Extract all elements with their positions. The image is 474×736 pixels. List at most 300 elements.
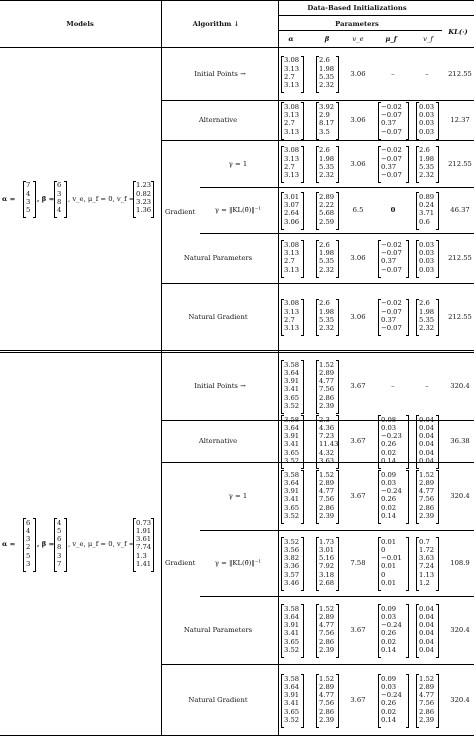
mu-value: –: [391, 69, 395, 78]
alpha-matrix-entry: 3.65: [284, 707, 300, 716]
alpha-matrix-entry: 3.91: [284, 487, 300, 496]
beta-matrix-bracket-right: [336, 192, 339, 229]
mu-matrix-entry: 0.37: [381, 162, 397, 171]
mu-matrix-bracket-right: [406, 470, 409, 524]
mu-matrix-entry: 0.14: [381, 646, 397, 654]
rule-segment: [161, 462, 474, 463]
beta-matrix-entry: 4.77: [319, 621, 335, 630]
model-beta-entry: 8: [57, 197, 62, 206]
beta-matrix-entry: 1.52: [319, 470, 335, 479]
model-vf-entry: 1.36: [136, 206, 152, 215]
beta-matrix-entry: 2.39: [319, 402, 335, 410]
beta-matrix-entry: 2.89: [319, 192, 335, 201]
mu-matrix-entry: −0.07: [381, 265, 402, 274]
alpha-matrix-entry: 3.58: [284, 360, 300, 369]
col-muf: μ_f: [385, 35, 397, 43]
beta-matrix-entry: 7.56: [319, 385, 335, 394]
vf-matrix-entry: 1.2: [419, 579, 430, 587]
beta-matrix-bracket-right: [336, 674, 339, 728]
beta-matrix-entry: 2.89: [319, 478, 335, 487]
algorithm-label: Natural Gradient: [188, 696, 248, 704]
alpha-matrix-entry: 3.41: [284, 385, 300, 394]
beta-matrix-entry: 2.89: [319, 368, 335, 377]
kl-value: 320.4: [450, 696, 470, 704]
model-alpha-bracket-right: [33, 181, 36, 218]
vf-matrix-entry: 5.35: [419, 162, 435, 171]
mu-matrix-entry: −0.02: [381, 102, 402, 111]
mu-matrix-entry: −0.24: [381, 621, 402, 630]
alpha-matrix-entry: 3.65: [284, 448, 300, 457]
beta-matrix-entry: 11.43: [319, 440, 339, 449]
ve-value: 3.67: [350, 382, 366, 390]
alpha-matrix-entry: 3.41: [284, 629, 300, 638]
beta-matrix-bracket-right: [336, 360, 339, 414]
mu-matrix-entry: 0.37: [381, 315, 397, 324]
ve-value: 6.5: [352, 206, 364, 214]
alpha-matrix-entry: 3.65: [284, 637, 300, 646]
vf-matrix-entry: 0.24: [419, 201, 435, 210]
model-beta-entry: 3: [57, 189, 62, 198]
alpha-matrix-entry: 3.41: [284, 495, 300, 504]
beta-matrix-entry: 2.32: [319, 265, 335, 274]
mu-matrix-entry: −0.23: [381, 432, 402, 441]
beta-matrix-entry: 7.56: [319, 699, 335, 708]
algorithm-label: Natural Gradient: [188, 312, 248, 321]
kl-value: 320.4: [450, 382, 470, 390]
alpha-matrix-entry: 3.64: [284, 612, 300, 621]
vf-matrix-bracket-right: [436, 146, 439, 183]
mu-matrix-entry: −0.07: [381, 111, 402, 120]
model-beta-symbol: , β =: [37, 540, 55, 548]
beta-matrix-entry: 2.6: [319, 240, 330, 249]
algorithm-label: γ = ‖KL(θ̃)‖⁻¹: [214, 206, 262, 214]
alpha-matrix-bracket-right: [301, 415, 304, 469]
beta-matrix-entry: 3.01: [319, 545, 335, 554]
mu-matrix-bracket-right: [406, 674, 409, 728]
ve-value: 7.58: [350, 559, 366, 567]
mu-matrix-entry: 0: [381, 570, 386, 579]
vf-matrix-entry: 1.98: [419, 307, 435, 316]
beta-matrix-entry: 2.89: [319, 612, 335, 621]
beta-matrix-entry: 5.35: [319, 315, 335, 324]
mu-matrix-entry: 0.02: [381, 448, 397, 457]
model-alpha-entry: 7: [26, 181, 31, 190]
mu-matrix-entry: 0.02: [381, 503, 397, 512]
alpha-matrix-entry: 3.64: [284, 478, 300, 487]
mu-matrix-entry: 0.09: [381, 470, 397, 479]
mu-matrix-entry: 0.14: [381, 512, 397, 520]
beta-matrix-entry: 7.56: [319, 629, 335, 638]
kl-value: 36.38: [450, 437, 470, 445]
mu-matrix-entry: −0.24: [381, 691, 402, 700]
header-data-based-init: Data-Based Initializations: [307, 4, 407, 12]
beta-matrix-entry: 4.77: [319, 691, 335, 700]
alpha-matrix-entry: 3.41: [284, 440, 300, 449]
col-vf: v_f: [423, 35, 433, 43]
beta-matrix-bracket-right: [336, 537, 339, 591]
vf-matrix-entry: 0.6: [419, 217, 430, 226]
mu-matrix-entry: 0.37: [381, 257, 397, 266]
vf-matrix-bracket-right: [436, 102, 439, 139]
vf-matrix-bracket-right: [436, 240, 439, 277]
vf-matrix-entry: 4.77: [419, 487, 435, 496]
model-beta-entry: 4: [57, 206, 62, 215]
mu-matrix-entry: 0: [381, 545, 386, 554]
model-alpha-entry: 6: [26, 518, 31, 527]
alpha-matrix-entry: 3.58: [284, 470, 300, 479]
mu-matrix-entry: 0.26: [381, 699, 397, 708]
vf-matrix-entry: 5.35: [419, 315, 435, 324]
alpha-matrix-entry: 3.13: [284, 249, 300, 258]
algorithm-label: γ = 1: [228, 159, 248, 168]
vf-matrix-entry: 7.24: [419, 562, 435, 571]
alpha-matrix-entry: 3.56: [284, 545, 300, 554]
mu-matrix-bracket-right: [406, 537, 409, 591]
mu-matrix-entry: −0.02: [381, 146, 402, 155]
alpha-matrix-bracket-right: [301, 146, 304, 183]
vf-matrix-entry: 0.04: [419, 604, 435, 613]
mu-matrix-entry: −0.07: [381, 154, 402, 163]
model-equation: , v_e, μ_f = 0, v_f =: [68, 194, 135, 203]
alpha-matrix-bracket-right: [301, 360, 304, 414]
model-vf-entry: 7.74: [136, 543, 152, 552]
vf-matrix-entry: 1.98: [419, 154, 435, 163]
beta-matrix-entry: 2.22: [319, 201, 335, 210]
alpha-matrix-entry: 2.7: [284, 315, 295, 324]
rule-segment: [278, 30, 442, 31]
algorithm-label: γ = 1: [228, 492, 248, 500]
beta-matrix-entry: 7.23: [319, 432, 335, 441]
rule-segment: [161, 283, 474, 284]
model-beta-bracket-right: [64, 518, 67, 572]
beta-matrix-entry: 5.35: [319, 72, 335, 81]
beta-matrix-entry: 2.59: [319, 217, 335, 226]
beta-matrix-entry: 5.35: [319, 162, 335, 171]
rule-line: [0, 47, 474, 48]
model-beta-entry: 4: [57, 518, 62, 527]
alpha-matrix-entry: 3.52: [284, 537, 300, 546]
model-alpha-bracket-right: [33, 518, 36, 572]
beta-matrix-entry: 5.35: [319, 257, 335, 266]
model-alpha-entry: 3: [26, 560, 31, 568]
kl-value: 320.4: [450, 626, 470, 634]
beta-matrix-entry: 2.68: [319, 579, 335, 587]
alpha-matrix-entry: 3.07: [284, 201, 300, 210]
model-beta-entry: 6: [57, 181, 62, 190]
vf-matrix-bracket-right: [436, 192, 439, 229]
mu-matrix-bracket-right: [406, 604, 409, 658]
kl-value: 12.37: [450, 116, 470, 124]
beta-matrix-entry: 2.39: [319, 512, 335, 520]
model-beta-entry: 8: [57, 543, 62, 552]
mu-matrix-entry: −0.07: [381, 307, 402, 316]
mu-matrix-entry: 0.37: [381, 119, 397, 128]
model-alpha-entry: 3: [26, 197, 31, 206]
kl-value: 212.55: [448, 254, 472, 262]
alpha-matrix-entry: 3.08: [284, 102, 300, 111]
alpha-matrix-entry: 3.06: [284, 217, 300, 226]
mu-matrix-bracket-right: [406, 146, 409, 183]
rule-segment: [161, 140, 474, 141]
mu-matrix-entry: 0.02: [381, 707, 397, 716]
vf-matrix-entry: 1.72: [419, 545, 435, 554]
alpha-matrix-bracket-right: [301, 470, 304, 524]
rule-segment: [161, 100, 474, 101]
rule-segment: [161, 664, 474, 665]
rule-segment: [200, 530, 474, 531]
vf-matrix-entry: 0.04: [419, 432, 435, 441]
model-vf-entry: 0.82: [136, 189, 152, 198]
alpha-matrix-entry: 3.08: [284, 240, 300, 249]
alpha-matrix-entry: 3.64: [284, 423, 300, 432]
model-vf-entry: 0.73: [136, 518, 152, 527]
alpha-matrix-bracket-right: [301, 240, 304, 277]
ve-value: 3.67: [350, 626, 366, 634]
alpha-matrix-entry: 2.7: [284, 119, 295, 128]
model-alpha-symbol: α =: [2, 194, 16, 203]
rule-segment: [200, 596, 474, 597]
col-alpha: α: [288, 35, 294, 43]
mu-matrix-entry: 0.26: [381, 440, 397, 449]
beta-matrix-entry: 2.6: [319, 146, 330, 155]
vf-matrix-entry: 2.6: [419, 299, 430, 308]
kl-value: 108.9: [450, 559, 470, 567]
vf-matrix-bracket-right: [436, 604, 439, 658]
vf-matrix-entry: 0.04: [419, 415, 435, 424]
header-models: Models: [66, 20, 94, 28]
vf-matrix-entry: 0.03: [419, 240, 435, 249]
model-vf-entry: 1.91: [136, 526, 152, 535]
beta-matrix-entry: 4.77: [319, 377, 335, 386]
model-beta-entry: 6: [57, 535, 62, 544]
alpha-matrix-entry: 2.7: [284, 162, 295, 171]
mu-matrix-entry: 0.03: [381, 478, 397, 487]
mu-matrix-entry: 0.01: [381, 562, 397, 571]
mu-matrix-entry: 0.14: [381, 457, 397, 465]
mu-matrix-entry: 0.26: [381, 629, 397, 638]
mu-matrix-entry: −0.07: [381, 171, 402, 180]
vf-matrix-entry: 7.56: [419, 699, 435, 708]
col-ve: v_e: [352, 35, 364, 43]
vf-matrix-entry: 0.89: [419, 192, 435, 201]
model-alpha-entry: 5: [26, 206, 31, 215]
beta-matrix-entry: 2.6: [319, 56, 330, 65]
alpha-matrix-entry: 3.57: [284, 570, 300, 579]
vf-matrix-entry: 0.04: [419, 629, 435, 638]
model-alpha-entry: 4: [26, 526, 31, 535]
alpha-matrix-entry: 3.13: [284, 81, 300, 90]
alpha-matrix-bracket-right: [301, 537, 304, 591]
beta-matrix-bracket-right: [336, 102, 339, 139]
mu-matrix-entry: 0.09: [381, 674, 397, 683]
alpha-matrix-entry: 3.91: [284, 432, 300, 441]
algorithm-label: Natural Parameters: [183, 254, 253, 262]
vf-matrix-entry: 0.04: [419, 440, 435, 449]
beta-matrix-entry: 1.52: [319, 360, 335, 369]
alpha-matrix-entry: 3.13: [284, 171, 300, 180]
alpha-matrix-entry: 3.08: [284, 299, 300, 308]
header-algorithm: Algorithm ↓: [192, 20, 240, 28]
ve-value: 3.06: [350, 254, 366, 262]
mu-matrix-entry: −0.02: [381, 240, 402, 249]
vf-matrix-entry: 3.71: [419, 209, 435, 218]
model-vf-entry: 3.23: [136, 197, 152, 206]
alpha-matrix-entry: 3.41: [284, 699, 300, 708]
vf-matrix-entry: 1.52: [419, 470, 435, 479]
vf-value: –: [425, 69, 429, 78]
alpha-matrix-entry: 2.64: [284, 209, 300, 218]
alpha-matrix-entry: 3.36: [284, 562, 300, 571]
kl-value: 212.55: [448, 69, 472, 78]
beta-matrix-entry: 4.36: [319, 423, 335, 432]
vf-matrix-entry: 2.6: [419, 146, 430, 155]
alpha-matrix-entry: 3.13: [284, 111, 300, 120]
algorithm-label: Initial Points →: [194, 69, 246, 78]
mu-matrix-entry: 0.01: [381, 537, 397, 546]
beta-matrix-entry: 3.5: [319, 127, 330, 136]
mu-matrix-entry: 0.03: [381, 682, 397, 691]
kl-value: 212.55: [448, 312, 472, 321]
alpha-matrix-entry: 3.82: [284, 554, 300, 563]
alpha-matrix-bracket-right: [301, 192, 304, 229]
kl-value: 46.37: [450, 206, 470, 214]
rule-segment: [200, 187, 474, 188]
vf-matrix-bracket-right: [436, 299, 439, 336]
alpha-matrix-entry: 3.58: [284, 415, 300, 424]
alpha-matrix-bracket-right: [301, 299, 304, 336]
beta-matrix-entry: 1.52: [319, 674, 335, 683]
mu-value: 0: [390, 206, 396, 214]
vf-matrix-entry: 0.04: [419, 637, 435, 646]
alpha-matrix-entry: 3.13: [284, 154, 300, 163]
model-alpha-symbol: α =: [2, 540, 16, 548]
mu-matrix-entry: −0.07: [381, 127, 402, 136]
alpha-matrix-entry: 3.58: [284, 604, 300, 613]
beta-matrix-entry: 4.77: [319, 487, 335, 496]
vf-matrix-entry: 2.39: [419, 716, 435, 724]
vf-matrix-entry: 0.03: [419, 257, 435, 266]
alpha-matrix-entry: 3.52: [284, 716, 300, 724]
rule-segment: [278, 15, 474, 16]
header-parameters: Parameters: [335, 20, 379, 28]
vf-matrix-entry: 0.04: [419, 457, 435, 465]
alpha-matrix-entry: 3.91: [284, 377, 300, 386]
beta-matrix-entry: 1.73: [319, 537, 335, 546]
model-beta-entry: 3: [57, 551, 62, 560]
vf-matrix-entry: 4.77: [419, 691, 435, 700]
algorithm-label: Alternative: [198, 437, 238, 445]
beta-matrix-entry: 8.17: [319, 119, 335, 128]
rule-line: [0, 0, 474, 1]
mu-matrix-bracket-right: [406, 102, 409, 139]
mu-value: –: [391, 382, 395, 390]
vf-matrix-entry: 0.03: [419, 102, 435, 111]
alpha-matrix-entry: 3.64: [284, 368, 300, 377]
alpha-matrix-entry: 3.52: [284, 646, 300, 654]
vf-matrix-entry: 0.7: [419, 537, 430, 546]
vf-matrix-entry: 3.63: [419, 554, 435, 563]
mu-matrix-entry: 0.08: [381, 415, 397, 424]
vf-matrix-entry: 7.56: [419, 495, 435, 504]
gradient-label: Gradient: [165, 207, 196, 216]
vf-matrix-entry: 2.89: [419, 478, 435, 487]
beta-matrix-bracket-right: [336, 470, 339, 524]
alpha-matrix-entry: 3.13: [284, 324, 300, 333]
algorithm-label: Natural Parameters: [183, 626, 253, 634]
mu-matrix-entry: 0.09: [381, 604, 397, 613]
alpha-matrix-entry: 3.13: [284, 307, 300, 316]
beta-matrix-entry: 2.32: [319, 171, 335, 180]
col-beta: β: [324, 35, 330, 43]
vf-matrix-entry: 0.04: [419, 621, 435, 630]
alpha-matrix-entry: 3.52: [284, 402, 300, 410]
rule-vertical: [278, 0, 279, 736]
beta-matrix-entry: 7.56: [319, 495, 335, 504]
beta-matrix-entry: 2.32: [319, 324, 335, 333]
vf-matrix-entry: 0.04: [419, 448, 435, 457]
alpha-matrix-bracket-right: [301, 604, 304, 658]
alpha-matrix-entry: 3.13: [284, 265, 300, 274]
model-equation: , v_e, μ_f = 0, v_f =: [68, 540, 135, 548]
mu-matrix-bracket-right: [406, 240, 409, 277]
beta-matrix-entry: 1.98: [319, 249, 335, 258]
model-beta-entry: 7: [57, 560, 62, 568]
beta-matrix-bracket-right: [336, 299, 339, 336]
ve-value: 3.67: [350, 437, 366, 445]
header-kl: KL(·): [448, 28, 468, 36]
ve-value: 3.06: [350, 116, 366, 124]
beta-matrix-entry: 1.52: [319, 604, 335, 613]
ve-value: 3.67: [350, 492, 366, 500]
beta-matrix-entry: 3.92: [319, 102, 335, 111]
vf-matrix-entry: 2.89: [419, 682, 435, 691]
model-alpha-entry: 3: [26, 535, 31, 544]
beta-matrix-entry: 2.89: [319, 682, 335, 691]
vf-matrix-bracket-right: [436, 415, 439, 469]
beta-matrix-entry: 2.86: [319, 503, 335, 512]
vf-matrix-entry: 0.03: [419, 265, 435, 274]
ve-value: 3.06: [350, 159, 366, 168]
alpha-matrix-bracket-right: [301, 56, 304, 93]
mu-matrix-entry: −0.07: [381, 324, 402, 333]
model-beta-bracket-right: [64, 181, 67, 218]
mu-matrix-entry: −0.24: [381, 487, 402, 496]
model-beta-entry: 5: [57, 526, 62, 535]
vf-matrix-entry: 2.32: [419, 324, 435, 333]
beta-matrix-entry: 1.98: [319, 154, 335, 163]
model-vf-entry: 1.3: [136, 551, 147, 560]
vf-matrix-entry: 2.86: [419, 503, 435, 512]
alpha-matrix-entry: 3.52: [284, 512, 300, 520]
model-vf-entry: 1.41: [136, 560, 152, 568]
vf-matrix-entry: 1.13: [419, 570, 435, 579]
alpha-matrix-entry: 3.52: [284, 457, 300, 465]
alpha-matrix-entry: 3.08: [284, 146, 300, 155]
model-vf-bracket-right: [151, 518, 154, 572]
mu-matrix-entry: 0.26: [381, 495, 397, 504]
beta-matrix-entry: 1.98: [319, 64, 335, 73]
vf-matrix-entry: 0.04: [419, 423, 435, 432]
algorithm-label: Alternative: [198, 116, 238, 124]
beta-matrix-entry: 2.86: [319, 637, 335, 646]
vf-matrix-entry: 2.32: [419, 171, 435, 180]
vf-matrix-entry: 0.04: [419, 612, 435, 621]
alpha-matrix-bracket-right: [301, 674, 304, 728]
kl-value: 320.4: [450, 492, 470, 500]
beta-matrix-entry: 5.16: [319, 554, 335, 563]
beta-matrix-bracket-right: [336, 56, 339, 93]
mu-matrix-entry: 0.03: [381, 423, 397, 432]
